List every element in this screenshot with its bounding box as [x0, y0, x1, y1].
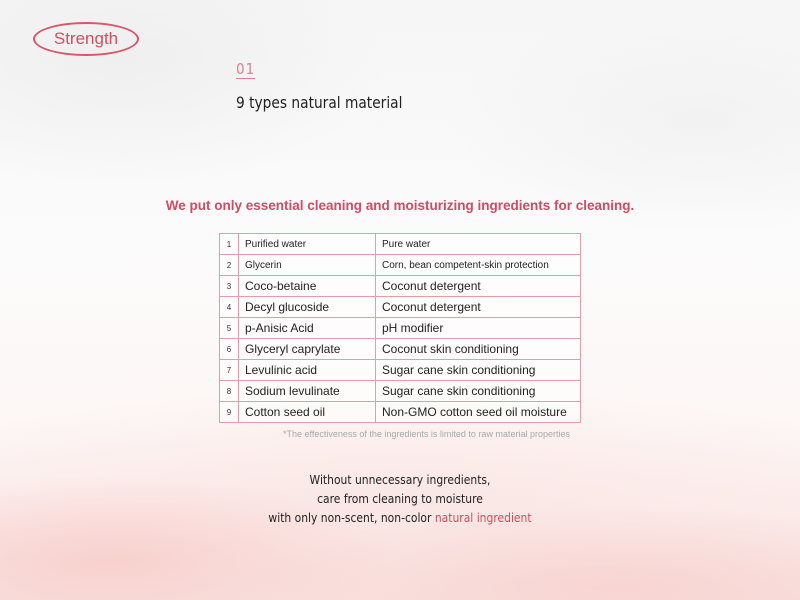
ingredient-description: Pure water	[376, 234, 581, 255]
ingredient-description: pH modifier	[376, 318, 581, 339]
row-number: 1	[220, 234, 239, 255]
ingredient-description: Sugar cane skin conditioning	[376, 360, 581, 381]
ingredient-name: Cotton seed oil	[239, 402, 376, 423]
section-title: 9 types natural material	[236, 93, 403, 112]
row-number: 2	[220, 255, 239, 276]
table-row	[220, 402, 581, 423]
strength-badge: Strength	[33, 22, 139, 56]
footnote: *The effectiveness of the ingredients is limited to raw material properties	[283, 429, 570, 439]
ingredient-description: Coconut detergent	[376, 276, 581, 297]
ingredient-name: Decyl glucoside	[239, 297, 376, 318]
closing-line-3	[56, 508, 744, 527]
ingredient-name: Coco-betaine	[239, 276, 376, 297]
ingredients-table	[219, 233, 581, 423]
row-number: 6	[220, 339, 239, 360]
table-row	[220, 318, 581, 339]
table-row	[220, 255, 581, 276]
ingredient-name: Sodium levulinate	[239, 381, 376, 402]
table-row	[220, 360, 581, 381]
closing-line-3-prefix: with only non-scent, non-color	[268, 510, 432, 525]
ingredient-description: Coconut detergent	[376, 297, 581, 318]
ingredient-description: Corn, bean competent-skin protection	[376, 255, 581, 276]
ingredient-description: Coconut skin conditioning	[376, 339, 581, 360]
row-number: 4	[220, 297, 239, 318]
ingredient-name: p-Anisic Acid	[239, 318, 376, 339]
section-number: 01	[236, 60, 256, 78]
table-row	[220, 234, 581, 255]
ingredient-name: Glyceryl caprylate	[239, 339, 376, 360]
table-row	[220, 297, 581, 318]
lead-text: We put only essential cleaning and moisturizing ingredients for cleaning.	[165, 198, 635, 213]
row-number: 7	[220, 360, 239, 381]
ingredient-description: Sugar cane skin conditioning	[376, 381, 581, 402]
ingredient-name: Purified water	[239, 234, 376, 255]
table-row	[220, 276, 581, 297]
closing-line-2: care from cleaning to moisture	[317, 491, 483, 506]
row-number: 9	[220, 402, 239, 423]
table-row	[220, 339, 581, 360]
row-number: 8	[220, 381, 239, 402]
ingredient-description: Non-GMO cotton seed oil moisture	[376, 402, 581, 423]
ingredient-name: Levulinic acid	[239, 360, 376, 381]
closing-accent-text: natural ingredient	[434, 510, 532, 525]
closing-text	[0, 470, 800, 527]
row-number: 5	[220, 318, 239, 339]
row-number: 3	[220, 276, 239, 297]
table-row	[220, 381, 581, 402]
closing-line-1: Without unnecessary ingredients,	[309, 472, 491, 487]
ingredient-name: Glycerin	[239, 255, 376, 276]
